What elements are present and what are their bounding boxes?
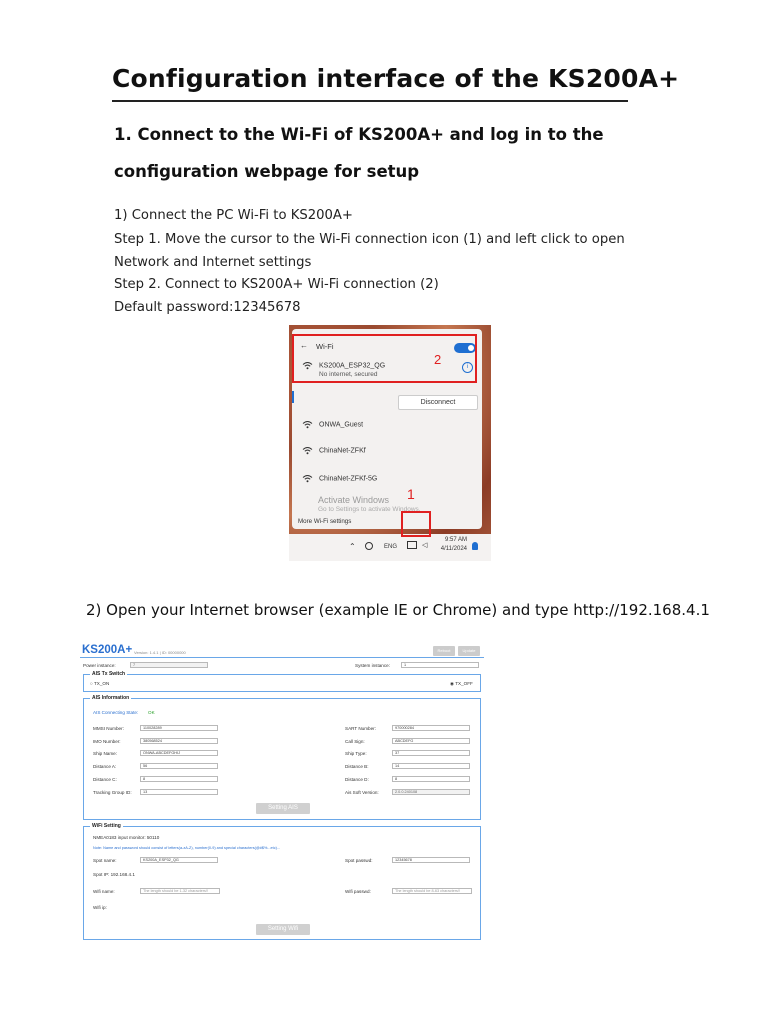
info-icon[interactable]: i (462, 362, 473, 373)
call-sign-label: Call Sign: (345, 739, 365, 744)
ais-soft-version-field: 2.0.0.240108 (392, 789, 470, 795)
volume-icon[interactable]: ◁ (422, 542, 428, 549)
tx-off-label: TX_OFF (455, 681, 473, 686)
ks200a-logo: KS200A+ (82, 644, 133, 656)
more-wifi-settings-link[interactable]: More Wi-Fi settings (298, 518, 352, 525)
wifi-name-field[interactable]: The length should be 1-32 characters!! (140, 888, 220, 894)
marker-1: 1 (407, 486, 415, 502)
distance-c-field[interactable]: 8 (140, 776, 218, 782)
tracking-group-label: Tracking Group ID: (93, 790, 132, 795)
language-indicator[interactable]: ENG (384, 544, 398, 550)
update-button[interactable]: Update (458, 646, 480, 656)
header-divider (80, 657, 484, 658)
section-heading-line1: 1. Connect to the Wi-Fi of KS200A+ and log in to the (114, 125, 604, 144)
highlight-box-2 (292, 334, 477, 383)
highlight-box-1 (401, 511, 431, 537)
title-underline (112, 100, 628, 102)
power-instance-label: Power instance: (83, 663, 116, 668)
connected-network-name: KS200A_ESP32_QG (319, 362, 386, 370)
ship-type-field[interactable]: 37 (392, 750, 470, 756)
wifi-setting-legend: WiFi Setting (92, 823, 121, 829)
config-page-screenshot (80, 642, 484, 942)
ship-type-label: Ship Type: (345, 751, 367, 756)
back-arrow-icon[interactable]: ← (300, 341, 308, 350)
document-title: Configuration interface of the KS200A+ (112, 64, 680, 93)
wifi-signal-icon (302, 474, 313, 483)
imo-label: IMO Number: (93, 739, 121, 744)
mmsi-label: MMSI Number: (93, 726, 124, 731)
network-name: ChinaNet-ZFKf (319, 447, 366, 455)
wifi-signal-icon (302, 420, 313, 429)
setting-ais-button[interactable]: Setting AIS (256, 803, 310, 814)
ais-connecting-state-label: AIS Connecting State: (93, 710, 139, 715)
spot-ip: Spot IP: 192.168.4.1 (93, 872, 135, 877)
clock-time: 9:57 AM (444, 537, 467, 543)
wifi-password-label: Wifi passwd: (345, 889, 371, 894)
network-name: ONWA_Guest (319, 421, 364, 429)
notification-bell-icon[interactable] (472, 542, 478, 550)
wifi-password-field[interactable]: The length should be 8-63 characters!! (392, 888, 472, 894)
spot-name-label: Spot name: (93, 858, 117, 863)
nmea-monitor-port: NMEA0183 input monitor: 50110 (93, 835, 160, 840)
wifi-note: Note: Name and password should consist of letters(a-zA-Z), number(0-9) and special characters(@#$%...etc)... (93, 846, 281, 850)
step-text-5: Default password:12345678 (114, 300, 301, 315)
activate-windows-subtext: Go to Settings to activate Windows. (318, 506, 421, 513)
distance-a-label: Distance A: (93, 764, 117, 769)
firmware-version: Version: 1.4.1 | ID: 00000000 (134, 650, 186, 655)
wifi-signal-icon (302, 446, 313, 455)
step-text-2: Step 1. Move the cursor to the Wi-Fi connection icon (1) and left click to open (114, 232, 625, 247)
setting-wifi-button[interactable]: Setting Wifi (256, 924, 310, 935)
sart-field[interactable]: 970000284 (392, 725, 470, 731)
spot-password-label: Spot passwd: (345, 858, 373, 863)
tx-off-radio[interactable]: ◉ TX_OFF (450, 681, 473, 686)
system-instance-label: System instance: (355, 663, 390, 668)
taskbar (289, 534, 491, 561)
ais-info-fieldset (83, 695, 481, 820)
imo-field[interactable]: 380568524 (140, 738, 218, 744)
connected-network-status: No internet, secured (319, 371, 378, 378)
ais-soft-version-label: Ais Soft Version: (345, 790, 379, 795)
wifi-screenshot (289, 325, 491, 561)
wifi-setting-fieldset (83, 823, 481, 940)
ais-tx-legend: AIS Tx Switch (92, 671, 126, 677)
step-text-3: Network and Internet settings (114, 255, 312, 270)
marker-2: 2 (434, 352, 442, 367)
mmsi-field[interactable]: 110028289 (140, 725, 218, 731)
ais-connecting-state-value: OK (148, 710, 155, 715)
clock-date: 4/11/2024 (440, 546, 467, 552)
distance-c-label: Distance C: (93, 777, 117, 782)
network-name: ChinaNet-ZFKf-5G (319, 475, 378, 483)
sart-label: SART Number: (345, 726, 376, 731)
ship-name-label: Ship Name: (93, 751, 118, 756)
network-row[interactable] (302, 420, 363, 429)
spot-name-field[interactable]: KS200A_ESP32_QG (140, 857, 218, 863)
distance-b-field[interactable]: 14 (392, 763, 470, 769)
ship-name-field[interactable]: ONWA-ABCDEFGHIJ (140, 750, 218, 756)
activate-windows-watermark: Activate Windows (318, 495, 390, 505)
distance-b-label: Distance B: (345, 764, 369, 769)
network-row[interactable] (302, 446, 366, 455)
step-text-4: Step 2. Connect to KS200A+ Wi-Fi connection (2) (114, 277, 439, 292)
wifi-name-label: Wifi name: (93, 889, 115, 894)
section-heading-line2: configuration webpage for setup (114, 162, 420, 181)
call-sign-field[interactable]: ABCDEFG (392, 738, 470, 744)
ais-tx-fieldset (83, 671, 481, 692)
tx-on-label: TX_ON (93, 681, 110, 686)
wifi-ip-label: Wifi ip: (93, 905, 107, 910)
step-text-1: 1) Connect the PC Wi-Fi to KS200A+ (114, 208, 353, 223)
step-open-browser: 2) Open your Internet browser (example IE or Chrome) and type http://192.168.4.1 (86, 601, 710, 619)
spot-password-field[interactable]: 12345678 (392, 857, 470, 863)
chevron-up-icon[interactable]: ⌃ (349, 542, 356, 551)
distance-d-label: Distance D: (345, 777, 369, 782)
reboot-button[interactable]: Reboot (433, 646, 455, 656)
tx-on-radio[interactable]: ○ TX_ON (90, 681, 110, 686)
distance-d-field[interactable]: 8 (392, 776, 470, 782)
system-instance-field[interactable]: 1 (401, 662, 479, 668)
selection-indicator (292, 391, 294, 403)
disconnect-button[interactable]: Disconnect (398, 395, 478, 410)
onedrive-icon[interactable] (365, 542, 373, 550)
ais-info-legend: AIS Information (92, 695, 130, 701)
wifi-header: Wi-Fi (316, 342, 334, 351)
network-row[interactable] (302, 474, 377, 483)
tracking-group-field[interactable]: 13 (140, 789, 218, 795)
network-icon[interactable] (407, 541, 417, 549)
distance-a-field[interactable]: 56 (140, 763, 218, 769)
power-instance-field[interactable]: 7 (130, 662, 208, 668)
